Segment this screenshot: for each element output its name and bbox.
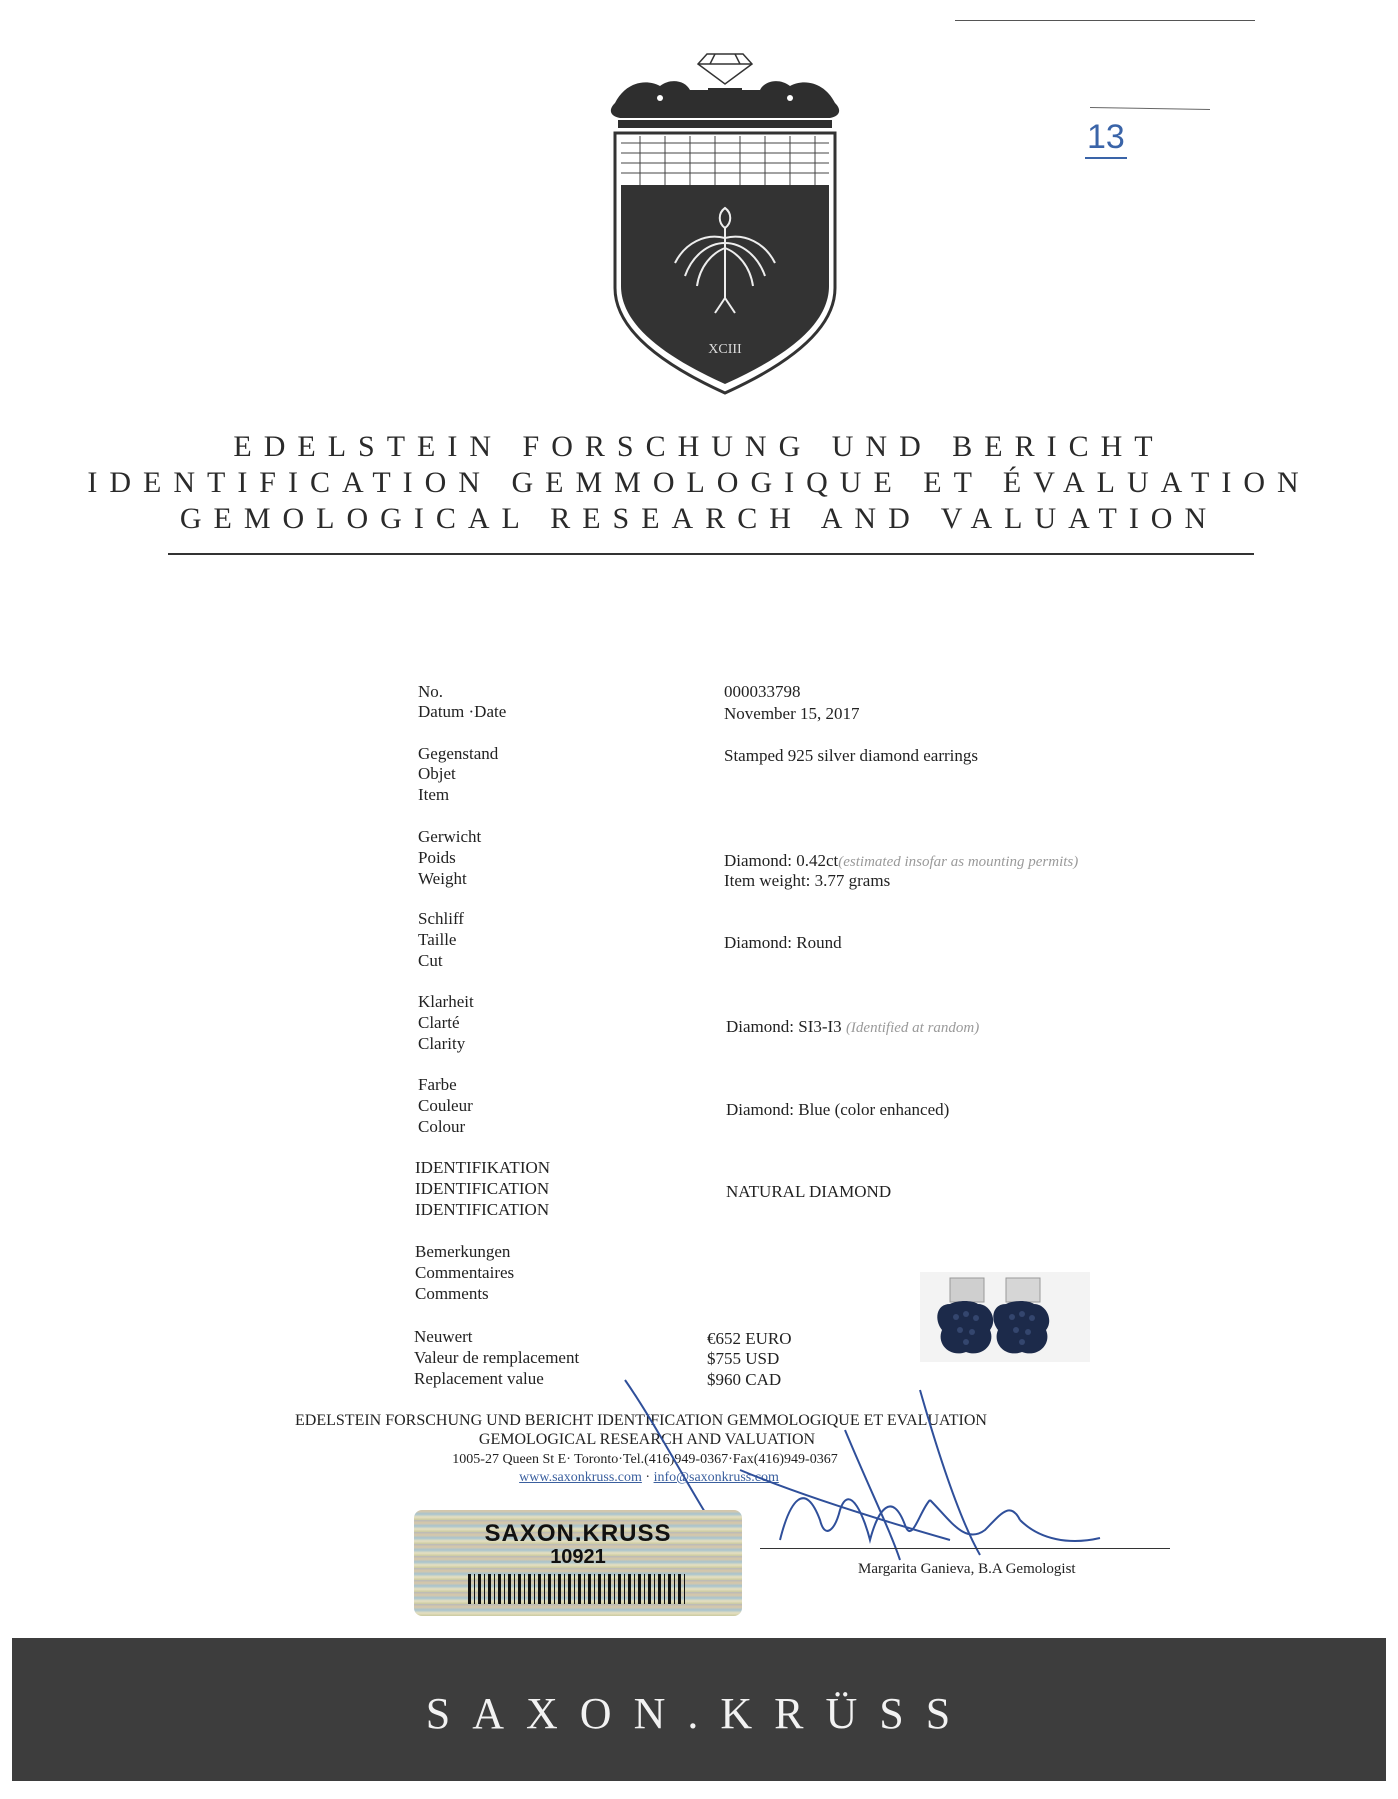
hologram-title: SAXON.KRUSS	[484, 1520, 672, 1547]
label-identification-en: IDENTIFICATION	[415, 1200, 550, 1219]
label-colour-en: Colour	[418, 1117, 466, 1136]
hologram-sticker	[414, 1510, 742, 1616]
label-item-en: Item	[418, 785, 450, 804]
heading-english: GEMOLOGICAL RESEARCH AND VALUATION	[179, 502, 1219, 535]
weight-note: (estimated insofar as mounting permits)	[838, 854, 1079, 870]
label-no: No.	[418, 682, 444, 701]
weight-diamond: Diamond: 0.42ct(estimated insofar as mounting permits)	[724, 851, 1079, 870]
value-cad: $960 CAD	[707, 1370, 782, 1389]
label-value-en: Replacement value	[414, 1369, 544, 1388]
item-value: Stamped 925 silver diamond earrings	[724, 746, 979, 765]
label-colour-de: Farbe	[418, 1075, 457, 1094]
footer-line-2: GEMOLOGICAL RESEARCH AND VALUATION	[478, 1431, 816, 1448]
heading-german: EDELSTEIN FORSCHUNG UND BERICHT	[233, 430, 1165, 463]
footer-address: 1005-27 Queen St E· Toronto·Tel.(416)949-0367·Fax(416)949-0367	[452, 1452, 838, 1467]
label-weight-de: Gerwicht	[418, 827, 482, 846]
hologram-number: 10921	[550, 1546, 606, 1568]
dragons-icon	[611, 81, 839, 128]
certificate-date: November 15, 2017	[724, 704, 860, 723]
crest-logo	[600, 48, 850, 398]
value-usd: $755 USD	[707, 1349, 780, 1368]
crest-numeral: XCIII	[708, 342, 742, 357]
label-clarity-de: Klarheit	[418, 992, 474, 1011]
label-value-fr: Valeur de remplacement	[414, 1348, 580, 1367]
earrings-photo	[920, 1272, 1090, 1362]
label-item-de: Gegenstand	[418, 744, 499, 763]
cut-value: Diamond: Round	[724, 933, 842, 952]
email-link[interactable]: info@saxonkruss.com	[653, 1470, 779, 1485]
clarity-note: (Identified at random)	[845, 1020, 980, 1036]
brand-name: SAXON.KRÜSS	[425, 1689, 973, 1738]
page-number-rule	[1090, 107, 1210, 110]
label-comments-de: Bemerkungen	[415, 1242, 511, 1261]
clarity-value: Diamond: SI3-I3 (Identified at random)	[726, 1017, 980, 1036]
certificate-number: 000033798	[724, 682, 801, 701]
colour-value: Diamond: Blue (color enhanced)	[726, 1100, 950, 1119]
identification-value: NATURAL DIAMOND	[726, 1182, 892, 1201]
signature-line	[760, 1548, 1170, 1549]
value-euro: €652 EURO	[707, 1329, 792, 1348]
label-clarity-en: Clarity	[418, 1034, 466, 1053]
gemologist-name: Margarita Ganieva, B.A Gemologist	[858, 1561, 1076, 1577]
weight-item: Item weight: 3.77 grams	[724, 871, 891, 890]
diamond-icon	[698, 54, 752, 84]
page-number: 13	[1085, 118, 1127, 159]
website-link[interactable]: www.saxonkruss.com	[519, 1470, 642, 1485]
label-identification-de: IDENTIFIKATION	[415, 1158, 551, 1177]
label-comments-fr: Commentaires	[415, 1263, 515, 1282]
label-identification-fr: IDENTIFICATION	[415, 1179, 550, 1198]
contact-separator: ·	[645, 1470, 651, 1485]
label-cut-fr: Taille	[418, 930, 457, 949]
top-rule	[955, 20, 1255, 21]
footer-line-1: EDELSTEIN FORSCHUNG UND BERICHT IDENTIFICATION GEMMOLOGIQUE ET EVALUATION	[295, 1412, 987, 1429]
label-comments-en: Comments	[415, 1284, 489, 1303]
barcode-icon	[468, 1574, 688, 1604]
label-item-fr: Objet	[418, 764, 456, 783]
label-cut-en: Cut	[418, 951, 443, 970]
label-cut-de: Schliff	[418, 909, 464, 928]
label-weight-en: Weight	[418, 869, 467, 888]
header-rule	[168, 553, 1254, 555]
label-colour-fr: Couleur	[418, 1096, 473, 1115]
label-clarity-fr: Clarté	[418, 1013, 460, 1032]
label-weight-fr: Poids	[418, 848, 456, 867]
heading-french: IDENTIFICATION GEMMOLOGIQUE ET ÉVALUATION	[87, 466, 1311, 499]
label-date: Datum ·Date	[418, 702, 507, 721]
label-value-de: Neuwert	[414, 1327, 473, 1346]
